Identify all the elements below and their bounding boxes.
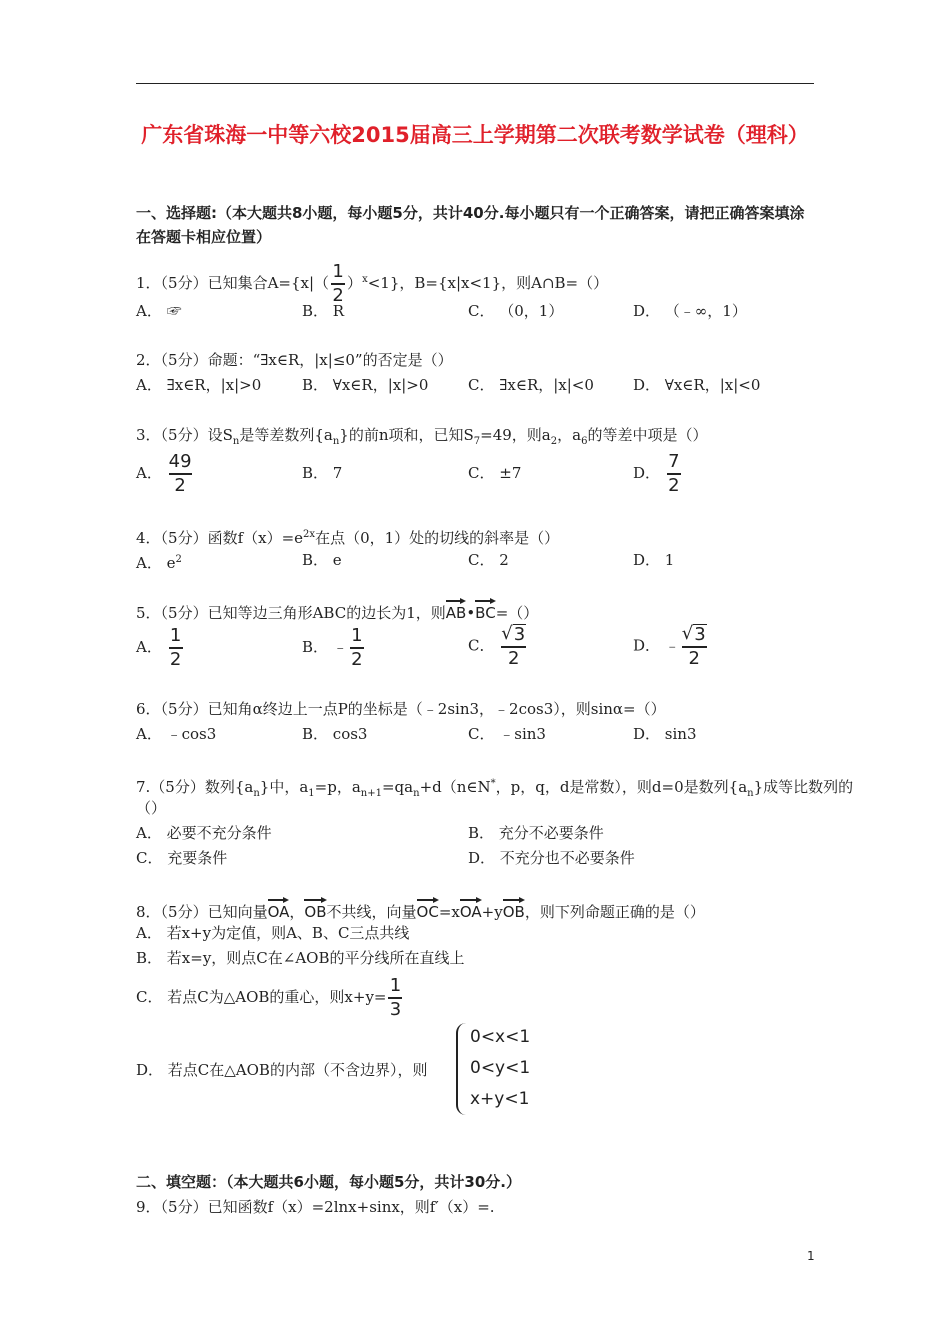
sqrt-sign: √ 3: [681, 623, 706, 645]
vector-ab: AB: [446, 598, 467, 624]
q8-option-b: B． 若x=y，则点C在∠AOB的平分线所在直线上: [136, 949, 465, 967]
question-7: 7.（5分）数列$\{a_n\}$中，$a_1=p$，$a_{n+1}=qa_n+d(n\in N^*$，p，q，d是常数），则d=0是数列$\{a_n\}$成等比数列的: [136, 778, 854, 799]
fraction: $\frac{1}{2}$: [332, 261, 344, 306]
section-heading-choice: 一、选择题:（本大题共8小题，每小题5分，共计40分.每小题只有一个正确答案，请把正确答案填涂在答题卡相应位置）: [136, 204, 805, 246]
q5-option-a: A． $\frac{1}{2}$: [136, 625, 182, 670]
vector-oa: OA: [268, 897, 290, 923]
q3-option-a: A． $\frac{49}{2}$: [136, 451, 192, 496]
vector-ob: OB: [503, 897, 525, 923]
question-6: 6．（5分）已知角α终边上一点P的坐标是（﹣2sin3，﹣2cos3），则sinα=（）: [136, 700, 666, 718]
inequality-row: 0<y<1: [470, 1058, 531, 1078]
q4-option-b: B． e: [302, 551, 342, 569]
question-9: 9．（5分）已知函数f（x）=2lnx+sinx，则f′（x）=.: [136, 1198, 495, 1216]
question-5: 5．（5分）已知等边三角形ABC的边长为1，则AB•BC=（）: [136, 598, 538, 624]
page-number: 1: [807, 1249, 815, 1263]
q5-option-b: B． ﹣ $\frac{1}{2}$: [302, 625, 363, 670]
q8-option-d: D． 若点C在△AOB的内部（不含边界），则: [136, 1061, 428, 1079]
q6-option-a: A． ﹣cos3: [136, 725, 217, 743]
q7-option-b: B． 充分不必要条件: [468, 824, 604, 842]
header-rule: [136, 83, 814, 84]
q8-option-a: A． 若x+y为定值，则A、B、C三点共线: [136, 924, 410, 942]
inequality-row: x+y<1: [470, 1089, 530, 1109]
vector-ob: OB: [304, 897, 326, 923]
q7-option-c: C． 充要条件: [136, 849, 228, 867]
q1-option-a: A． ☞: [136, 302, 182, 320]
q5-option-d: D． ﹣ √ 3 2: [633, 623, 706, 669]
vector-oc: OC: [417, 897, 439, 923]
q5-option-c: C． √ 3 2: [468, 623, 526, 669]
page-title: 广东省珠海一中等六校2015届高三上学期第二次联考数学试卷（理科）: [141, 123, 809, 147]
q6-option-d: D． sin3: [633, 725, 697, 743]
question-3: 3．（5分）设$S_n$是等差数列$\{a_n\}$的前n项和，已知$S_7=49$，则$a_2$，$a_6$的等差中项是（）: [136, 426, 708, 447]
q6-option-b: B． cos3: [302, 725, 368, 743]
sqrt-sign: √ 3: [501, 623, 526, 645]
q3-option-c: C． ±7: [468, 464, 522, 482]
q8-option-c: C． 若点C为△AOB的重心，则x+y= $\frac{1}{3}$: [136, 975, 402, 1020]
q1-option-d: D． （﹣∞，1）: [633, 302, 747, 320]
question-7-line2: （）: [136, 799, 167, 817]
q3-option-b: B． 7: [302, 464, 343, 482]
section-heading-fill: 二、填空题：（本大题共6小题，每小题5分，共计30分.）: [136, 1173, 521, 1191]
q2-option-c: C． ∃x∈R，|x|<0: [468, 376, 594, 394]
q2-option-a: A． ∃x∈R，|x|>0: [136, 376, 262, 394]
question-1: 1．（5分）已知集合A={x|（ $\frac{1}{2}$ ）$^x$<1}，B={x|x<1}，则A∩B=（）: [136, 261, 609, 306]
inequality-row: 0<x<1: [470, 1027, 531, 1047]
vector-oa: OA: [460, 897, 482, 923]
question-8: 8．（5分）已知向量OA，OB不共线，向量OC=xOA+yOB，则下列命题正确的是（）: [136, 897, 705, 923]
q4-option-a: A． $e^2$: [136, 554, 182, 572]
left-brace: [456, 1023, 468, 1115]
q4-option-d: D． 1: [633, 551, 675, 569]
q6-option-c: C． ﹣sin3: [468, 725, 546, 743]
inequality-system: [456, 1023, 556, 1115]
q1-option-b: B． R: [302, 302, 345, 320]
question-4: 4．（5分）函数$f(x)=e^{2x}$在点（0，1）处的切线的斜率是（）: [136, 529, 560, 547]
q7-option-d: D． 不充分也不必要条件: [468, 849, 635, 867]
q2-option-d: D． ∀x∈R，|x|<0: [633, 376, 761, 394]
q7-option-a: A． 必要不充分条件: [136, 824, 272, 842]
q2-option-b: B． ∀x∈R，|x|>0: [302, 376, 429, 394]
q4-option-c: C． 2: [468, 551, 509, 569]
question-2: 2．（5分）命题：“∃x∈R，|x|≤0”的否定是（）: [136, 351, 453, 369]
vector-bc: BC: [475, 598, 496, 624]
q1-option-c: C． （0，1）: [468, 302, 564, 320]
q3-option-d: D． $\frac{7}{2}$: [633, 451, 680, 496]
